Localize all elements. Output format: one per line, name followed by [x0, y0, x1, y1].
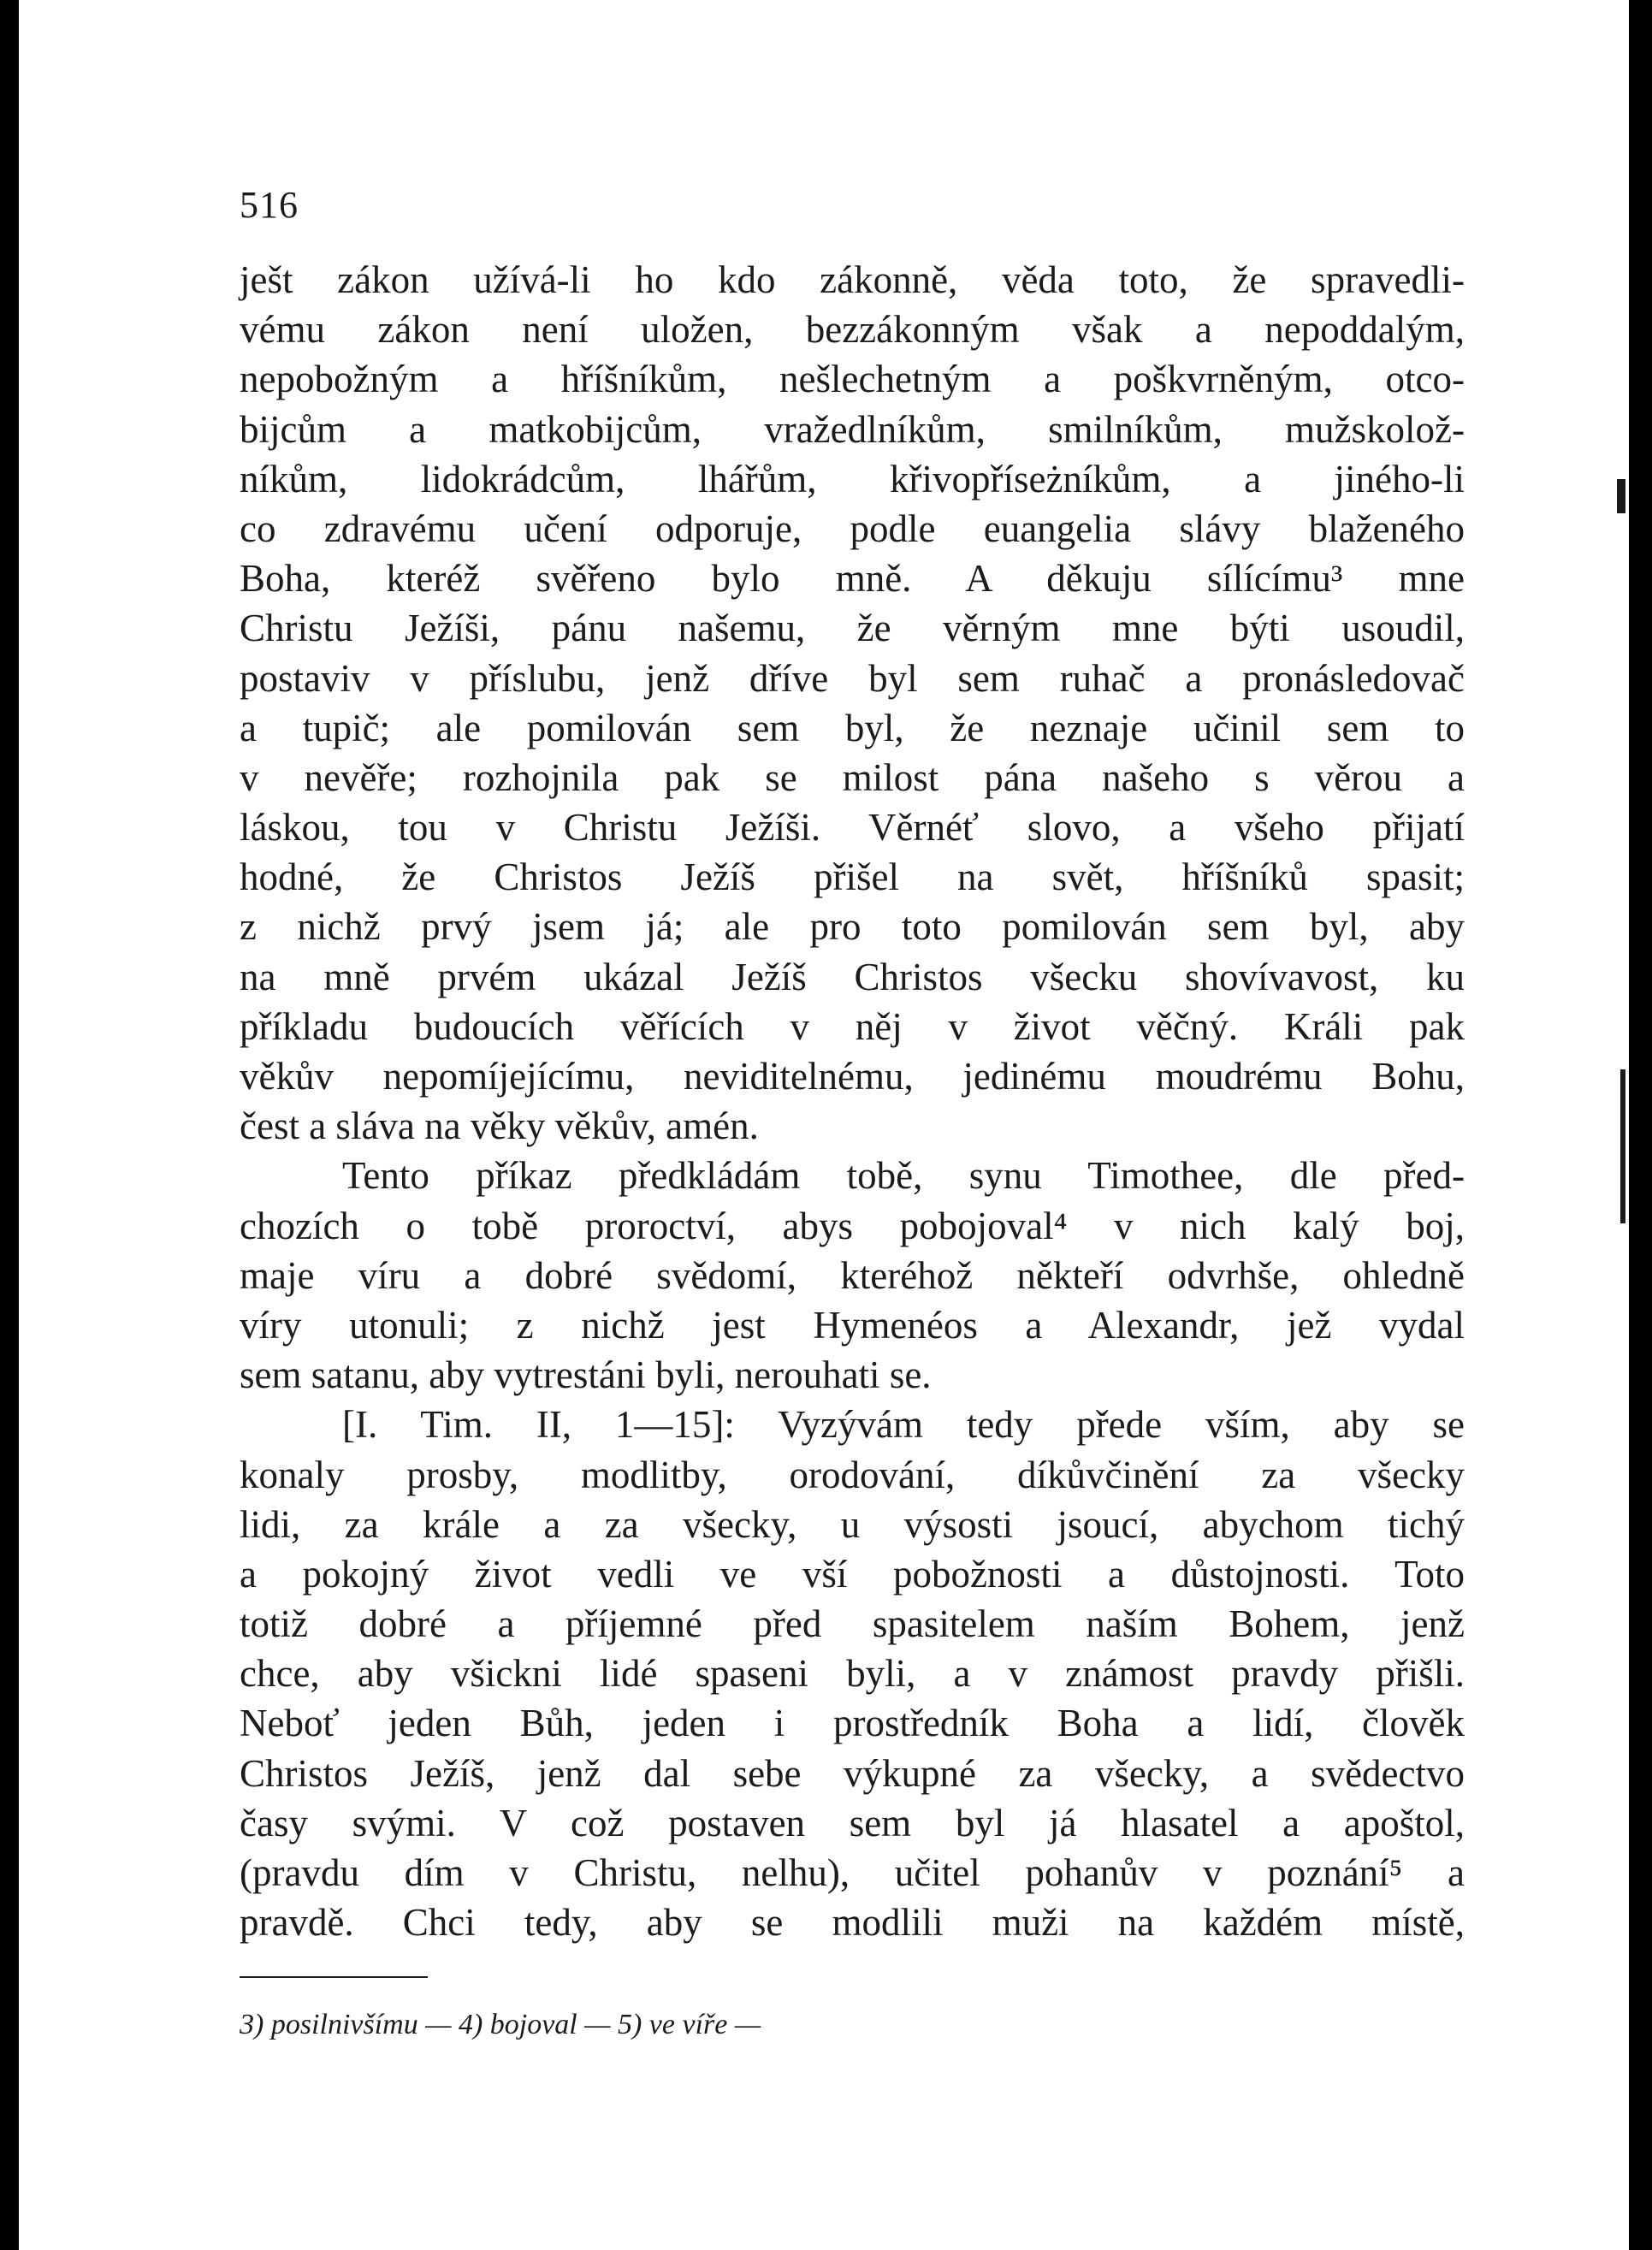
text-line: a pokojný život vedli ve vší pobožnosti a důstojnosti. Toto — [240, 1552, 1465, 1596]
text-line: níkům, lidokrádcům, lhářům, křivopříseżníkům, a jiného-li — [240, 457, 1465, 500]
text-line: chce, aby všickni lidé spaseni byli, a v známost pravdy přišli. — [240, 1652, 1465, 1696]
text-line: konaly prosby, modlitby, orodování, díkůvčinění za všecky — [240, 1453, 1465, 1496]
text-line: časy svými. V což postaven sem byl já hlasatel a apoštol, — [240, 1801, 1465, 1844]
text-line: Neboť jeden Bůh, jeden i prostředník Boha a lidí, člověk — [240, 1702, 1465, 1745]
text-line: pravdě. Chci tedy, aby se modlili muži na každém místě, — [240, 1901, 1465, 1945]
text-line: [I. Tim. II, 1—15]: Vyzývám tedy přede vším, aby se — [342, 1403, 1465, 1447]
footnote-rule — [240, 1976, 428, 1978]
text-line: totiž dobré a příjemné před spasitelem naším Bohem, jenž — [240, 1602, 1465, 1646]
text-line: čest a sláva na věky věkův, amén. — [240, 1104, 759, 1148]
binding-mark — [1620, 1069, 1625, 1223]
text-line: bijcům a matkobijcům, vražedlníkům, smilníkům, mužskolož- — [240, 407, 1465, 451]
text-line: (pravdu dím v Christu, nelhu), učitel pohanův v poznání⁵ a — [240, 1851, 1465, 1894]
text-line: z nichž prvý jsem já; ale pro toto pomilován sem byl, aby — [240, 905, 1465, 949]
text-line: víry utonuli; z nichž jest Hymenéos a Alexandr, jež vydal — [240, 1303, 1465, 1347]
text-line: na mně prvém ukázal Ježíš Christos všecku shovívavost, ku — [240, 955, 1465, 998]
binding-mark — [1617, 479, 1625, 513]
text-line: chozích o tobě proroctví, abys pobojoval⁴ v nich kalý boj, — [240, 1204, 1465, 1247]
text-line: vému zákon není uložen, bezzákonným však a nepoddalým, — [240, 308, 1465, 352]
text-line: co zdravému učení odporuje, podle euangelia slávy blaženého — [240, 506, 1465, 550]
text-line: v nevěře; rozhojnila pak se milost pána našeho s věrou a — [240, 755, 1465, 799]
text-line: hodné, že Christos Ježíš přišel na svět, hříšníků spasit; — [240, 856, 1465, 899]
text-line: láskou, tou v Christu Ježíši. Věrnéť slovo, a všeho přijatí — [240, 806, 1465, 850]
text-line: věkův nepomíjejícímu, neviditelnému, jedinému moudrému Bohu, — [240, 1055, 1465, 1098]
text-line: a tupič; ale pomilován sem byl, že neznaje učinil sem to — [240, 706, 1465, 749]
page-sheet — [19, 0, 1629, 2250]
text-line: postaviv v příslubu, jenž dříve byl sem ruhač a pronásledovač — [240, 656, 1465, 700]
footnotes: 3) posilnivšímu — 4) bojoval — 5) ve víře — — [240, 2009, 761, 2041]
text-line: ješt zákon užívá-li ho kdo zákonně, věda toto, že spravedli- — [240, 258, 1465, 301]
text-line: maje víru a dobré svědomí, kteréhož někteří odvrhše, ohledně — [240, 1253, 1465, 1297]
text-line: Christu Ježíši, pánu našemu, že věrným mne býti usoudil, — [240, 607, 1465, 650]
text-line: příkladu budoucích věřících v něj v život věčný. Králi pak — [240, 1004, 1465, 1048]
text-line: nepobožným a hříšníkům, nešlechetným a poškvrněným, otco- — [240, 358, 1465, 401]
text-line: Christos Ježíš, jenž dal sebe výkupné za všecky, a svědectvo — [240, 1751, 1465, 1795]
text-block — [240, 180, 1465, 2046]
page-number: 516 — [240, 184, 299, 226]
text-line: Tento příkaz předkládám tobě, synu Timothee, dle před- — [342, 1154, 1465, 1198]
text-line: lidi, za krále a za všecky, u výsosti jsoucí, abychom tichý — [240, 1502, 1465, 1546]
text-line: sem satanu, aby vytrestáni byli, nerouhati se. — [240, 1353, 932, 1397]
text-line: Boha, kteréž svěřeno bylo mně. A děkuju sílícímu³ mne — [240, 557, 1465, 601]
